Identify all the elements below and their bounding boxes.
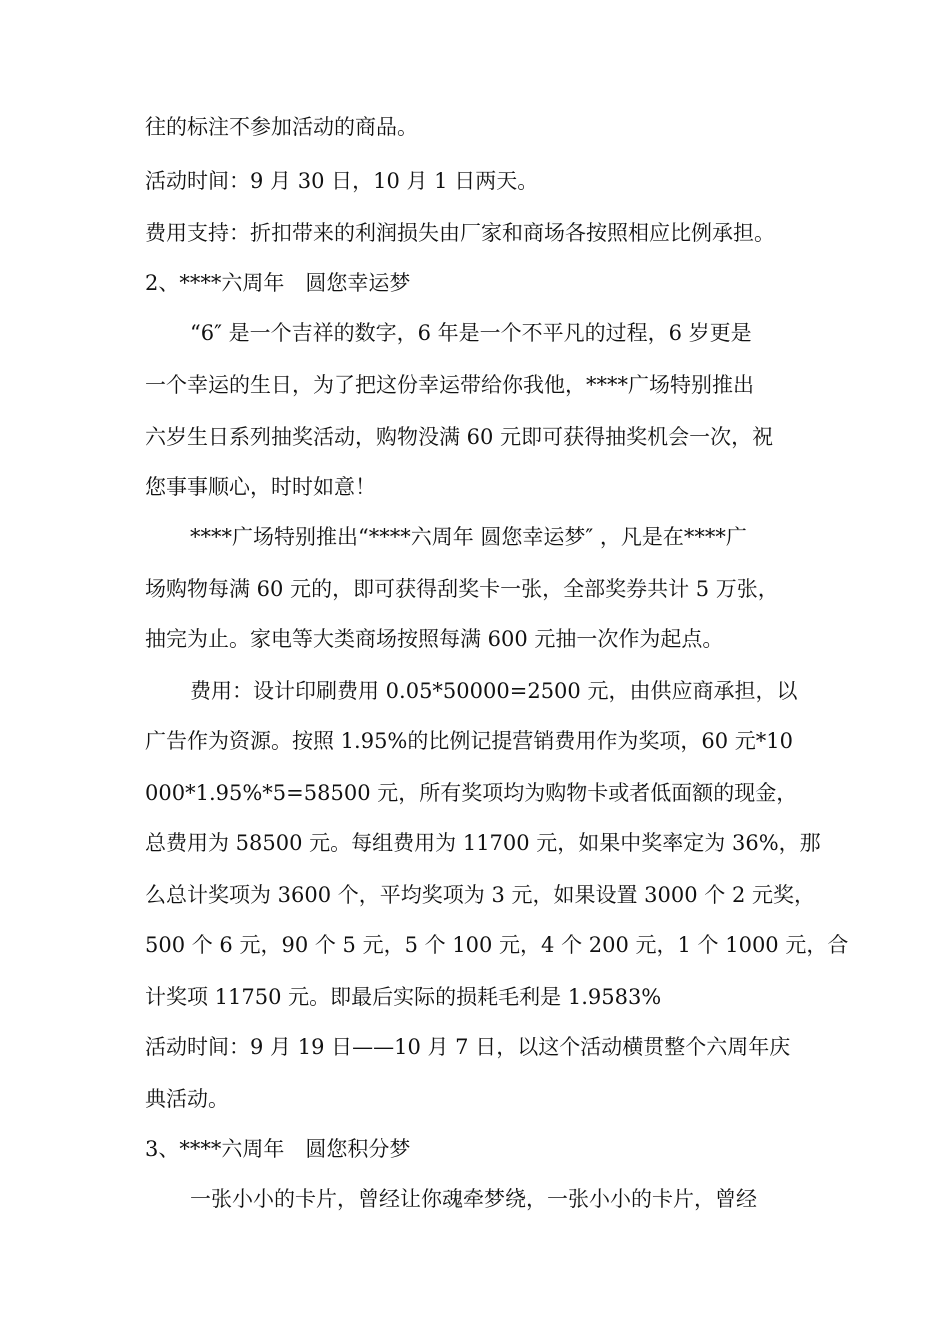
section-heading: 3、****六周年 圆您积分梦 xyxy=(145,1137,411,1161)
text-line: 500 个 6 元，90 个 5 元，5 个 100 元，4 个 200 元，1 个 1000 元，合 xyxy=(145,933,849,957)
text-line: 一个幸运的生日，为了把这份幸运带给你我他，****广场特别推出 xyxy=(145,373,754,397)
text-line: 往的标注不参加活动的商品。 xyxy=(145,115,418,139)
text-line: 000*1.95%*5=58500 元，所有奖项均为购物卡或者低面额的现金， xyxy=(145,781,798,805)
text-line: 总费用为 58500 元。每组费用为 11700 元，如果中奖率定为 36%，那 xyxy=(145,831,821,855)
text-line: “6″ 是一个吉祥的数字，6 年是一个不平凡的过程，6 岁更是 xyxy=(190,321,752,345)
text-line: 计奖项 11750 元。即最后实际的损耗毛利是 1.9583% xyxy=(145,985,662,1009)
text-line: 场购物每满 60 元的，即可获得刮奖卡一张，全部奖券共计 5 万张， xyxy=(145,577,779,601)
text-line: 典活动。 xyxy=(145,1087,229,1111)
text-line: 活动时间：9 月 30 日，10 月 1 日两天。 xyxy=(145,169,539,193)
text-line: 广告作为资源。按照 1.95%的比例记提营销费用作为奖项，60 元*10 xyxy=(145,729,794,753)
text-line: 一张小小的卡片，曾经让你魂牵梦绕，一张小小的卡片，曾经 xyxy=(190,1187,757,1211)
text-line: ****广场特别推出“****六周年 圆您幸运梦″ ，凡是在****广 xyxy=(190,525,747,549)
text-line: 您事事顺心，时时如意！ xyxy=(145,475,376,499)
section-heading: 2、****六周年 圆您幸运梦 xyxy=(145,271,411,295)
text-line: 六岁生日系列抽奖活动，购物没满 60 元即可获得抽奖机会一次，祝 xyxy=(145,425,774,449)
text-line: 么总计奖项为 3600 个，平均奖项为 3 元，如果设置 3000 个 2 元奖， xyxy=(145,883,816,907)
text-line: 抽完为止。家电等大类商场按照每满 600 元抽一次作为起点。 xyxy=(145,627,724,651)
text-line: 费用：设计印刷费用 0.05*50000=2500 元，由供应商承担，以 xyxy=(190,679,798,703)
text-line: 活动时间：9 月 19 日——10 月 7 日，以这个活动横贯整个六周年庆 xyxy=(145,1035,791,1059)
text-line: 费用支持：折扣带来的利润损失由厂家和商场各按照相应比例承担。 xyxy=(145,221,775,245)
